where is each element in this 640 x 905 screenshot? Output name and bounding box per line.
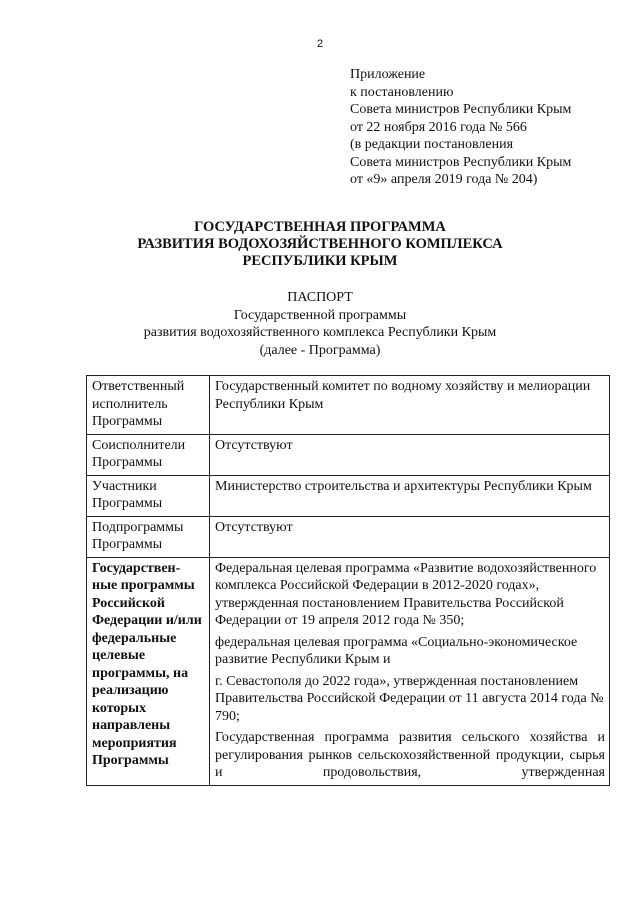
value-paragraph: Федеральная целевая программа «Развитие водохозяйственного комплекса Российской Федерации в 2012-2020 годах», утвержденная постановлением Правительства Российской Федерации от 19 апреля 2012 года № 350; xyxy=(215,560,597,628)
title-line: РЕСПУБЛИКИ КРЫМ xyxy=(242,253,398,269)
passport-line: Государственной программы xyxy=(233,307,407,323)
appendix-line: от 22 ноября 2016 года № 566 xyxy=(350,119,527,135)
title-line: ГОСУДАРСТВЕННАЯ ПРОГРАММА xyxy=(194,219,446,235)
appendix-line: от «9» апреля 2019 года № 204) xyxy=(350,172,538,187)
passport-line: развития водохозяйственного комплекса Республики Крым xyxy=(143,325,497,340)
value-paragraph: Государственный комитет по водному хозяйству и мелиорации Республики Крым xyxy=(215,379,591,412)
row-value xyxy=(210,475,610,516)
table-row xyxy=(87,516,610,557)
appendix-line: к постановлению xyxy=(350,84,454,100)
appendix-line: (в редакции постановления xyxy=(350,137,514,152)
row-label: Ответственный исполнитель Программы xyxy=(87,376,210,435)
page-number: 2 xyxy=(316,38,324,50)
passport-table xyxy=(86,375,610,786)
appendix-note xyxy=(350,66,630,189)
row-value xyxy=(210,557,610,785)
value-paragraph: г. Севастополя до 2022 года», утвержденная постановлением Правительства Российской Федерации от 11 августа 2014 года № 790; xyxy=(215,673,604,724)
value-paragraph: Министерство строительства и архитектуры Республики Крым xyxy=(215,478,592,494)
value-paragraph: Государственная программа развития сельского хозяйства и регулирования рынков сельскохозяйственной продукции, сырья и продовольствия, утвержденная xyxy=(215,730,605,780)
row-label: Подпрограммы Программы xyxy=(87,516,210,557)
passport-heading xyxy=(0,289,640,359)
value-paragraph: Отсутствуют xyxy=(215,437,293,453)
value-paragraph: Отсутствуют xyxy=(215,519,293,535)
passport-line: ПАСПОРТ xyxy=(287,290,353,305)
passport-line: (далее - Программа) xyxy=(259,342,381,358)
row-label: Участники Программы xyxy=(87,475,210,516)
table-row xyxy=(87,376,610,435)
row-label: Соисполнители Программы xyxy=(87,434,210,475)
table-row xyxy=(87,434,610,475)
appendix-line: Совета министров Республики Крым xyxy=(350,102,572,117)
table-row xyxy=(87,475,610,516)
row-label: Государствен-ные программы Российской Федерации и/или федеральные целевые программы, на реализацию которых направлены мероприятия Программы xyxy=(87,557,210,785)
row-value xyxy=(210,376,610,435)
title-line: РАЗВИТИЯ ВОДОХОЗЯЙСТВЕННОГО КОМПЛЕКСА xyxy=(137,236,503,252)
table-row xyxy=(87,557,610,785)
value-paragraph: федеральная целевая программа «Социально-экономическое развитие Республики Крым и xyxy=(215,634,578,667)
appendix-line: Совета министров Республики Крым xyxy=(350,154,572,170)
appendix-line: Приложение xyxy=(350,67,426,82)
document-title xyxy=(0,219,640,270)
row-value xyxy=(210,434,610,475)
row-value xyxy=(210,516,610,557)
